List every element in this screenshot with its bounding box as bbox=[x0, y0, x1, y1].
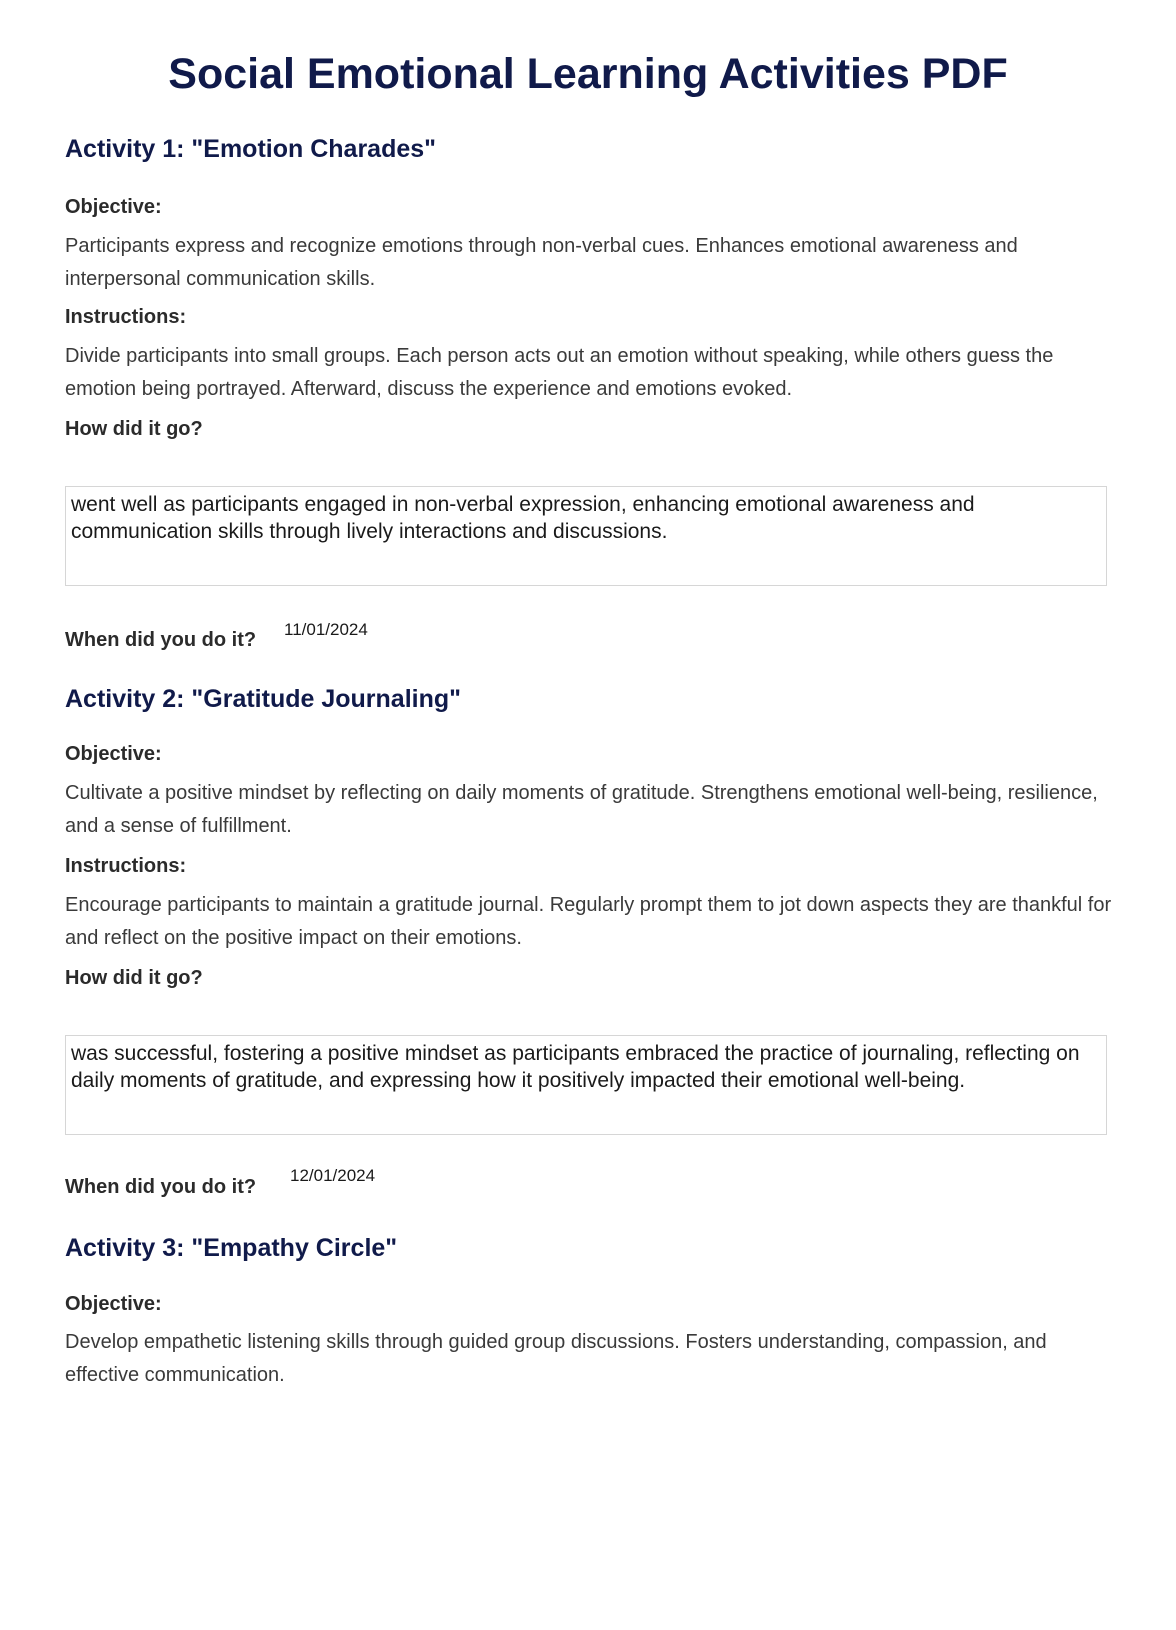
activity-1-objective-text: Participants express and recognize emotions through non-verbal cues. Enhances emotional awareness and interpersonal communication skills. bbox=[65, 235, 1018, 290]
activity-3-objective-text: Develop empathetic listening skills through guided group discussions. Fosters understanding, compassion, and effective communication. bbox=[65, 1331, 1047, 1386]
page-title: Social Emotional Learning Activities PDF bbox=[168, 50, 1008, 98]
activity-1-objective-label: Objective: bbox=[65, 196, 162, 218]
activity-1-when-label: When did you do it? bbox=[65, 629, 257, 651]
activity-3-objective-label: Objective: bbox=[65, 1293, 162, 1315]
activity-2-instructions-text: Encourage participants to maintain a gratitude journal. Regularly prompt them to jot down aspects they are thankful for and reflect on the positive impact on their emotions. bbox=[65, 894, 1112, 949]
activity-2-objective-text: Cultivate a positive mindset by reflecting on daily moments of gratitude. Strengthens emotional well-being, resilience, and a sense of fulfillment. bbox=[65, 782, 1098, 837]
activity-1-instructions-label: Instructions: bbox=[65, 306, 187, 328]
activity-1-how-label: How did it go? bbox=[65, 418, 203, 440]
activity-1-heading: Activity 1: "Emotion Charades" bbox=[65, 135, 437, 163]
activity-2-when-label: When did you do it? bbox=[65, 1176, 257, 1198]
activity-3-heading: Activity 3: "Empathy Circle" bbox=[65, 1234, 398, 1262]
activity-1-how-answer-field[interactable]: went well as participants engaged in non-verbal expression, enhancing emotional awareness and communication skills through lively interactions and discussions. bbox=[65, 486, 1107, 586]
activity-1-when-date[interactable]: 11/01/2024 bbox=[284, 620, 368, 639]
activity-2-instructions-label: Instructions: bbox=[65, 855, 187, 877]
activity-2-objective-label: Objective: bbox=[65, 743, 162, 765]
activity-2-how-label: How did it go? bbox=[65, 967, 203, 989]
activity-2-how-answer-field[interactable]: was successful, fostering a positive mindset as participants embraced the practice of journaling, reflecting on daily moments of gratitude, and expressing how it positively impacted their emotional well-being. bbox=[65, 1035, 1107, 1135]
activity-1-instructions-text: Divide participants into small groups. Each person acts out an emotion without speaking, while others guess the emotion being portrayed. Afterward, discuss the experience and emotions evoked. bbox=[65, 345, 1054, 400]
activity-2-when-date[interactable]: 12/01/2024 bbox=[290, 1166, 376, 1185]
activity-2-heading: Activity 2: "Gratitude Journaling" bbox=[65, 685, 461, 713]
